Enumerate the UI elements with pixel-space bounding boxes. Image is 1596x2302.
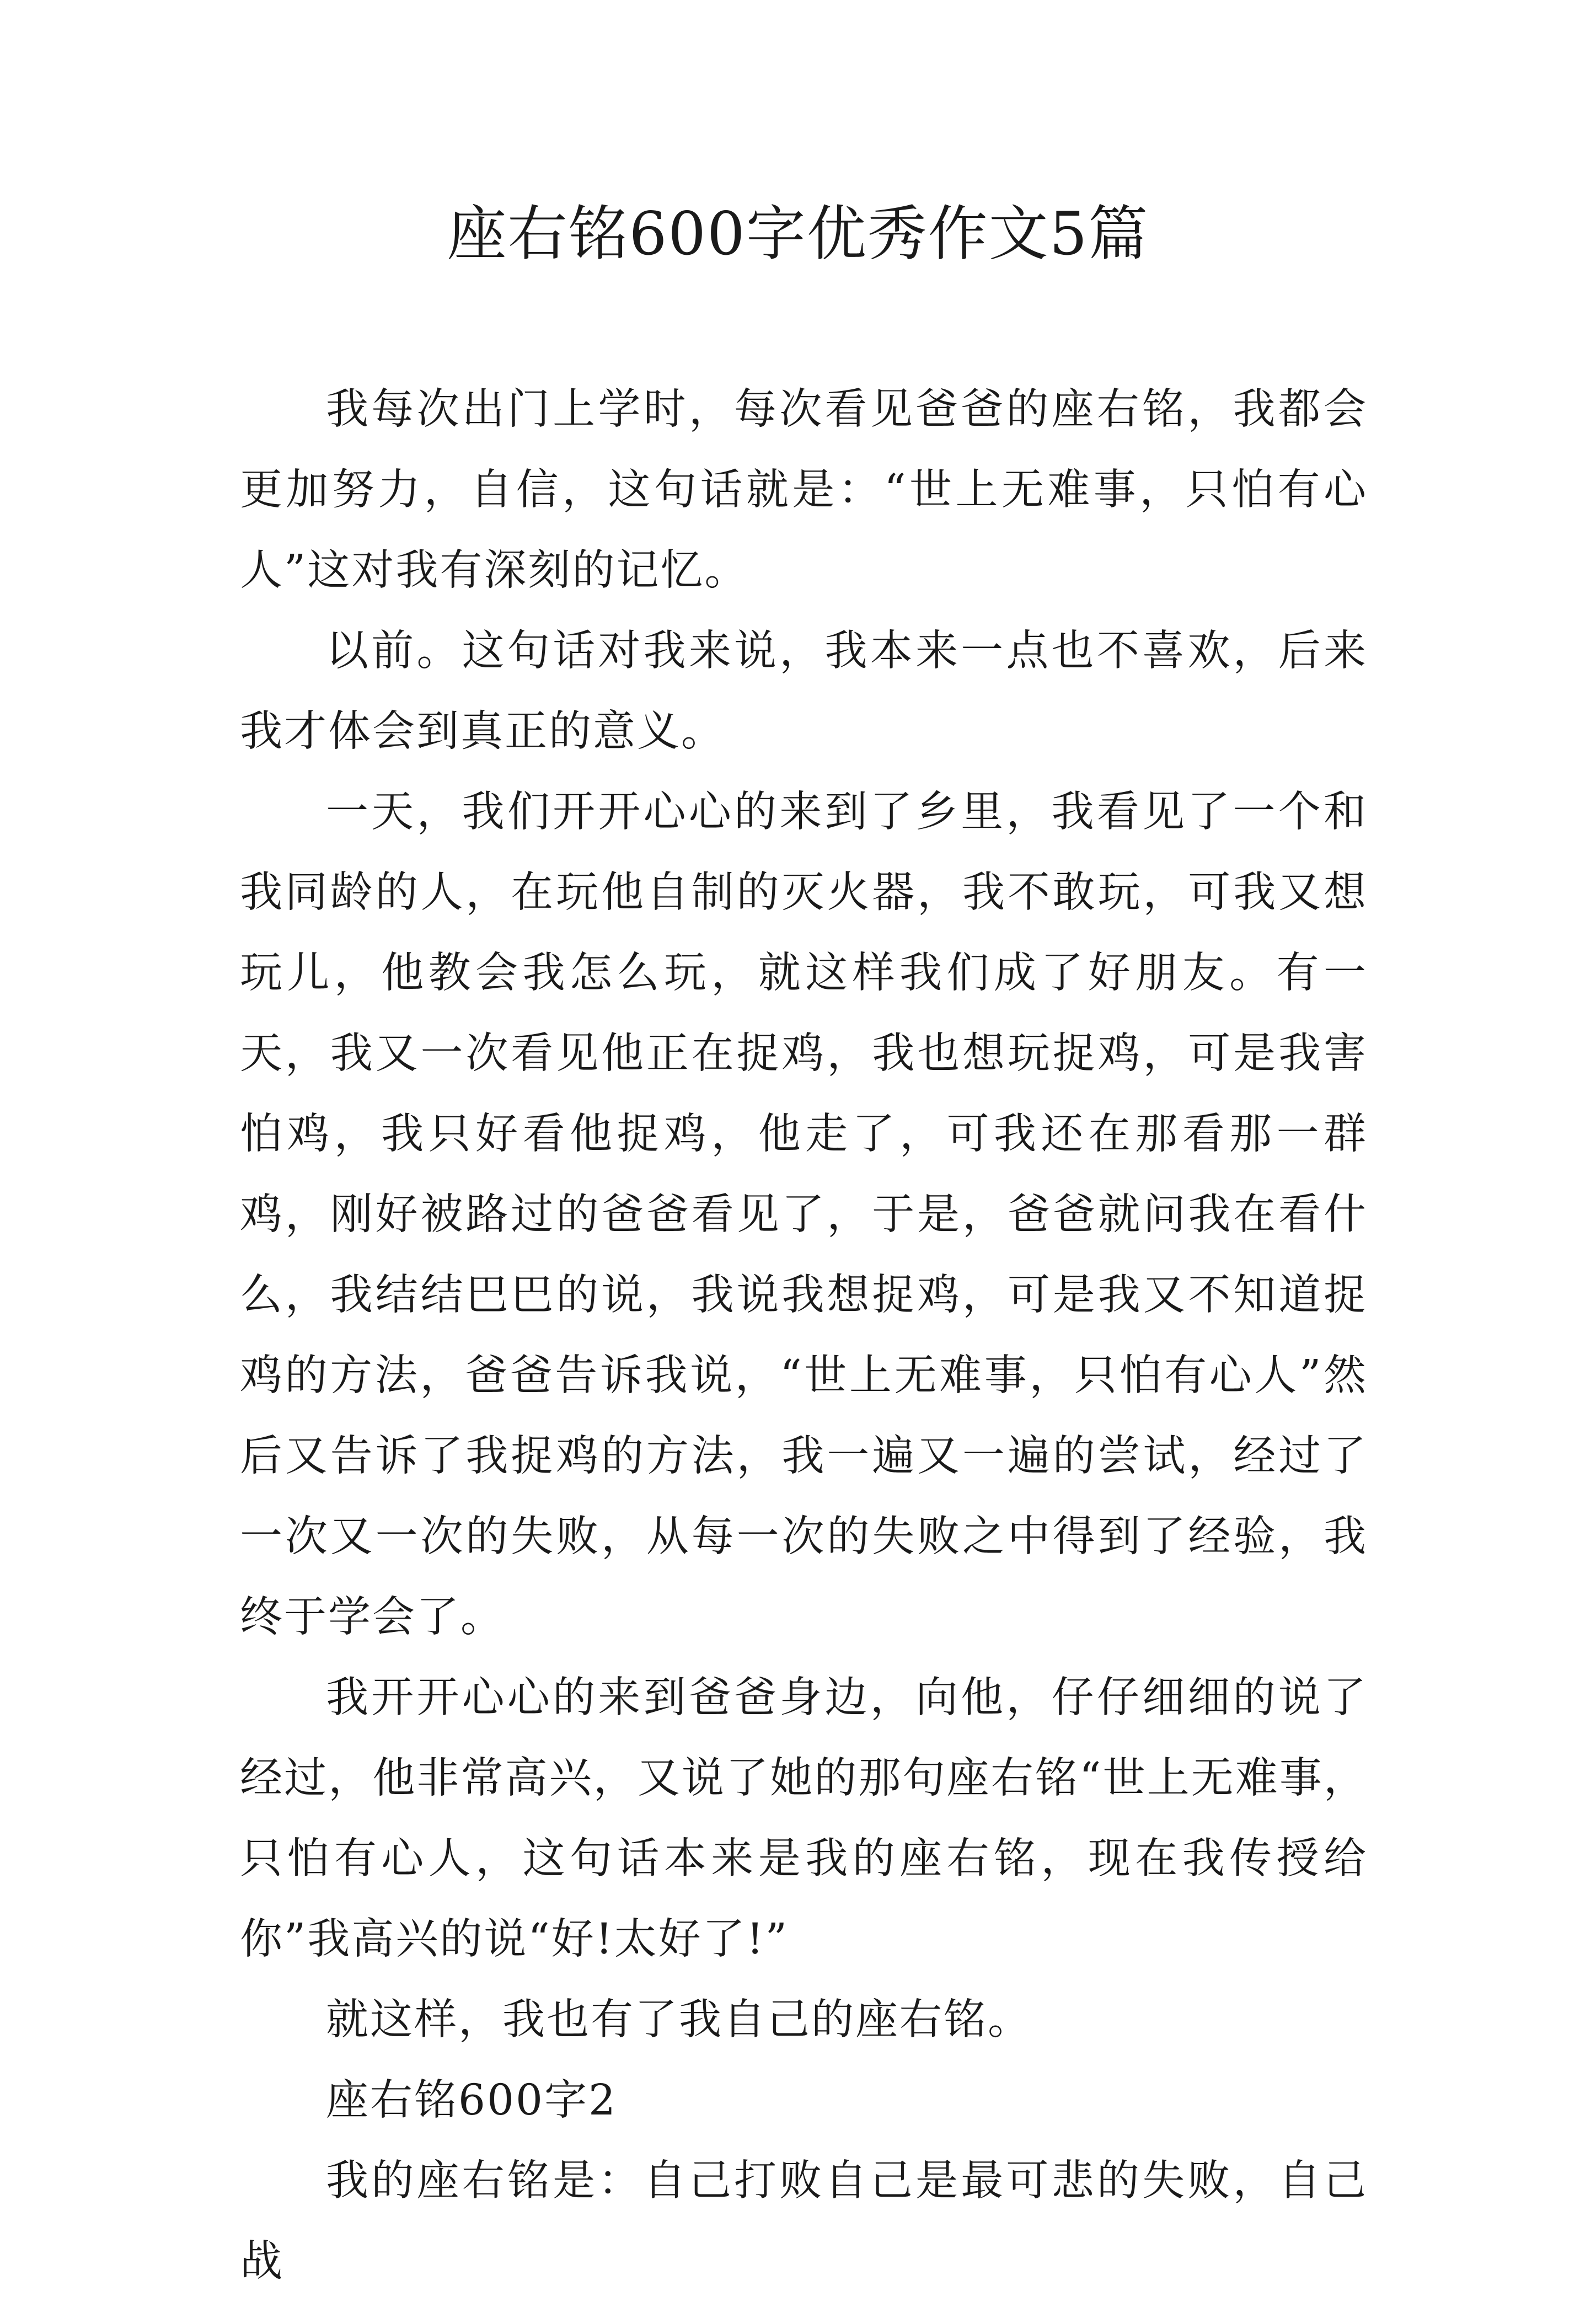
paragraph: 就这样，我也有了我自己的座右铭。 [326,1995,1032,2044]
paragraph: 我开开心心的来到爸爸身边，向他，仔仔细细的说了经过，他非常高兴，又说了她的那句座右铭“世上无难事，只怕有心人，这句话本来是我的座右铭，现在我传授给你”我高兴的说“好!太好了!” [240,1673,1368,1964]
document-body [240,370,1368,2302]
paragraph: 以前。这句话对我来说，我本来一点也不喜欢，后来我才体会到真正的意义。 [240,627,1368,756]
paragraph: 我每次出门上学时，每次看见爸爸的座右铭，我都会更加努力，自信，这句话就是：“世上无难事，只怕有心人”这对我有深刻的记忆。 [240,385,1368,595]
paragraph: 一天，我们开开心心的来到了乡里，我看见了一个和我同龄的人，在玩他自制的灭火器，我不敢玩，可我又想玩儿，他教会我怎么玩，就这样我们成了好朋友。有一天，我又一次看见他正在捉鸡，我也想玩捉鸡，可是我害怕鸡，我只好看他捉鸡，他走了，可我还在那看那一群鸡，刚好被路过的爸爸看见了，于是，爸爸就问我在看什么，我结结巴巴的说，我说我想捉鸡，可是我又不知道捉鸡的方法，爸爸告诉我说，“世上无难事，只怕有心人”然后又告诉了我捉鸡的方法，我一遍又一遍的尝试，经过了一次又一次的失败，从每一次的失败之中得到了经验，我终于学会了。 [240,788,1368,1642]
section-heading: 座右铭600字2 [326,2076,617,2125]
paragraph: 我的座右铭是：自己打败自己是最可悲的失败，自己战 [240,2156,1368,2286]
document-title: 座右铭600字优秀作文5篇 [447,200,1149,269]
